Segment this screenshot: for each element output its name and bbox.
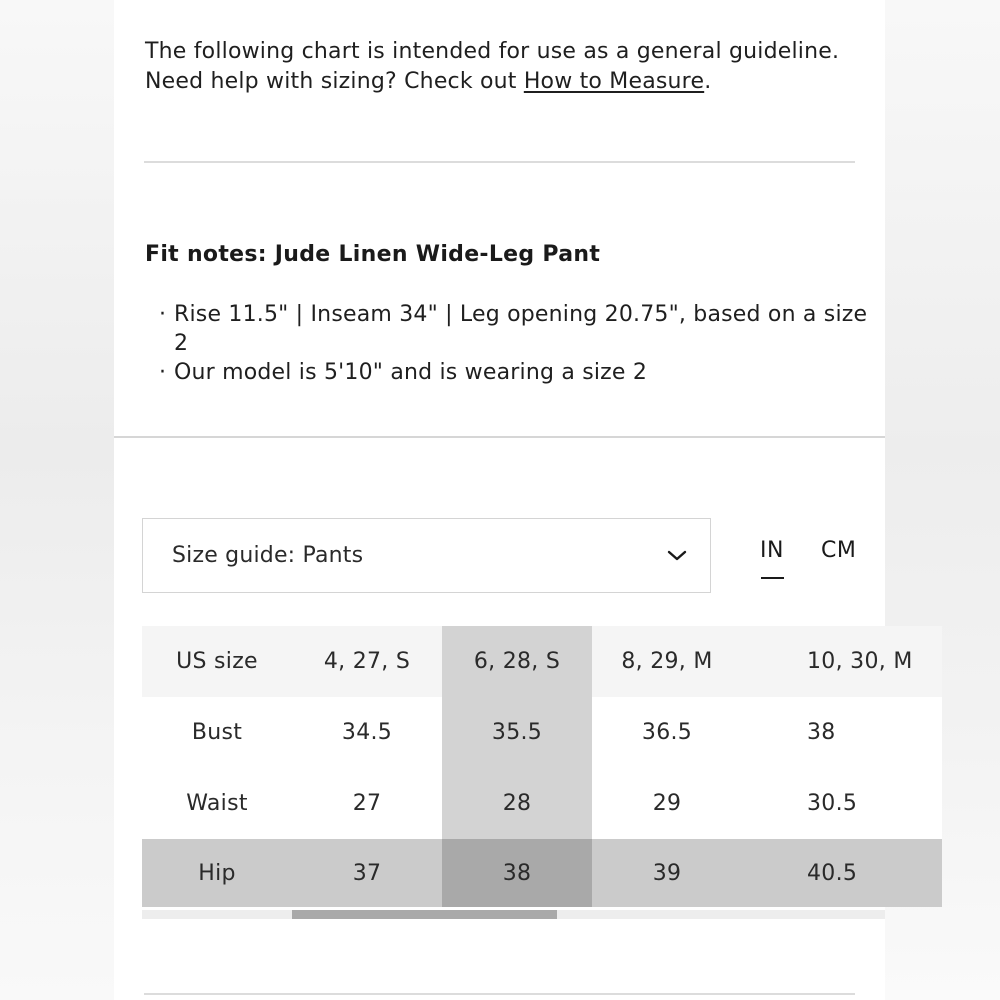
table-row <box>142 697 942 768</box>
fit-notes-list <box>159 300 885 387</box>
table-cell: 29 <box>592 768 742 839</box>
table-row <box>142 626 942 697</box>
table-cell: 39 <box>592 839 742 907</box>
table-row <box>142 768 942 839</box>
background-left <box>0 0 114 1000</box>
unit-toggle-cm[interactable]: CM <box>821 538 857 563</box>
table-cell: 37 <box>292 839 442 907</box>
scrollbar-thumb[interactable] <box>292 910 557 919</box>
row-header-cell: Bust <box>142 697 292 768</box>
table-cell: 34.5 <box>292 697 442 768</box>
row-header-cell: Hip <box>142 839 292 907</box>
selected-unit-indicator <box>761 577 784 579</box>
size-table-scroll-area[interactable] <box>142 626 913 910</box>
table-cell: 27 <box>292 768 442 839</box>
fit-notes-title: Fit notes: Jude Linen Wide-Leg Pant <box>145 242 601 267</box>
chevron-down-icon <box>666 547 688 563</box>
row-header-cell: Waist <box>142 768 292 839</box>
table-row <box>142 839 942 907</box>
table-cell: 40.5 <box>742 839 942 907</box>
unit-toggle-in[interactable]: IN <box>760 538 784 563</box>
intro-line-2 <box>145 67 865 97</box>
table-cell: 28 <box>442 768 592 839</box>
table-cell: 35.5 <box>442 697 592 768</box>
table-cell: 30.5 <box>742 768 942 839</box>
how-to-measure-link[interactable]: How to Measure <box>523 69 705 94</box>
table-cell: 4, 27, S <box>292 626 442 697</box>
intro-line-2-prefix: Need help with sizing? Check out <box>145 69 524 94</box>
table-cell: 38 <box>742 697 942 768</box>
fit-note-item: · Our model is 5'10" and is wearing a size 2 <box>159 358 885 387</box>
size-guide-select-label: Size guide: Pants <box>172 543 364 568</box>
intro-text <box>145 37 865 97</box>
size-chart-panel <box>114 0 913 1000</box>
divider <box>144 993 855 995</box>
intro-line-2-suffix: . <box>704 69 712 94</box>
intro-line-1: The following chart is intended for use as a general guideline. <box>145 39 840 64</box>
table-cell: 36.5 <box>592 697 742 768</box>
table-cell: 8, 29, M <box>592 626 742 697</box>
size-guide-select[interactable] <box>142 518 711 593</box>
section-divider <box>114 436 885 438</box>
table-cell: 38 <box>442 839 592 907</box>
row-header-cell: US size <box>142 626 292 697</box>
table-cell: 10, 30, M <box>742 626 942 697</box>
table-cell: 6, 28, S <box>442 626 592 697</box>
horizontal-scrollbar[interactable] <box>142 910 885 919</box>
size-table <box>142 626 942 907</box>
divider <box>144 161 855 163</box>
fit-note-item: · Rise 11.5" | Inseam 34" | Leg opening 20.75", based on a size 2 <box>159 300 885 358</box>
